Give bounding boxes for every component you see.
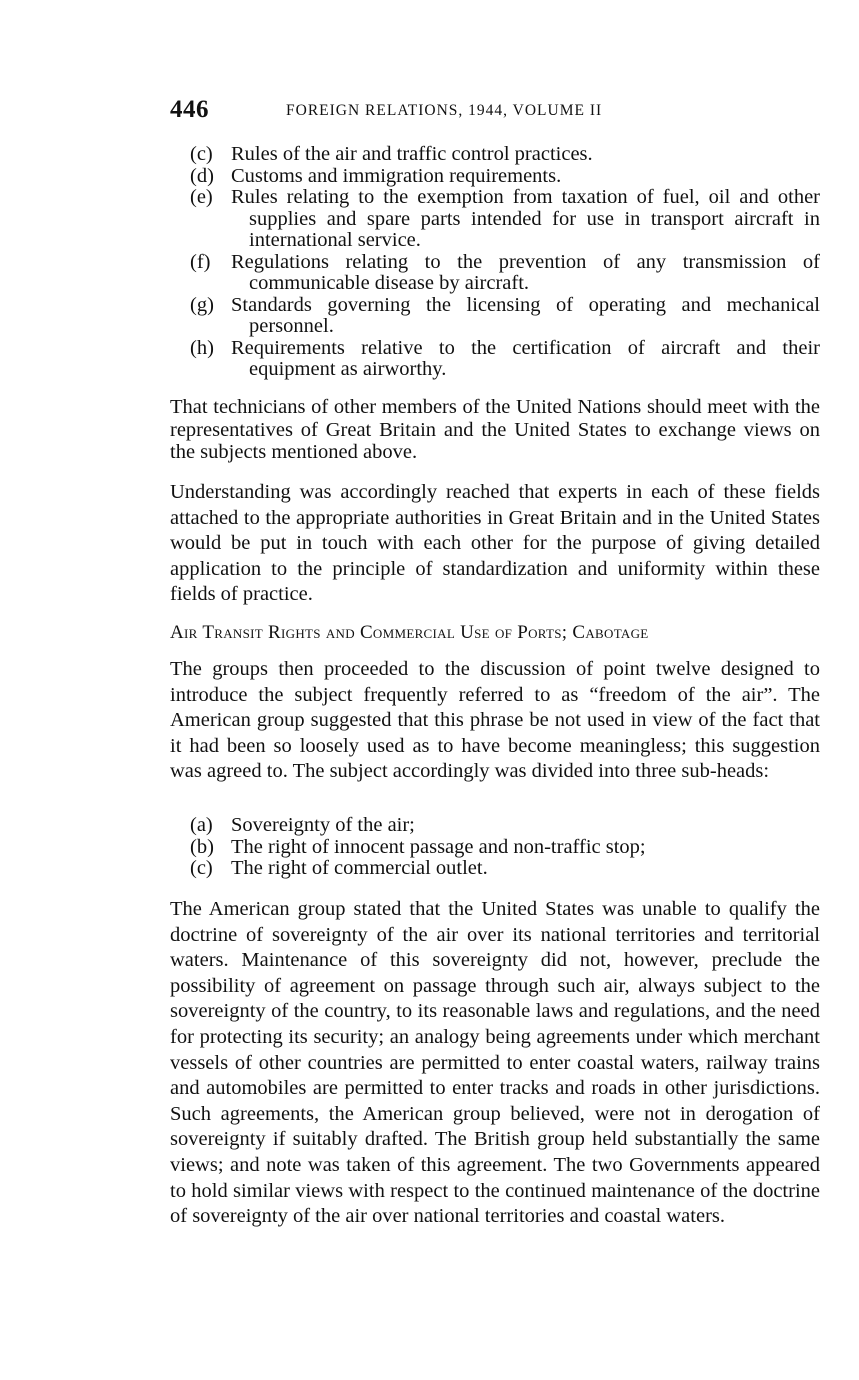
- list-item: [190, 815, 820, 837]
- list-item: [190, 166, 820, 188]
- list-item-text: Regulations relating to the prevention of any transmission of communicable disease by aircraft.: [231, 250, 820, 294]
- list-item-text: Standards governing the licensing of operating and mechanical personnel.: [231, 293, 820, 337]
- list-item-label: (g): [190, 293, 214, 316]
- paragraph-freedom-of-air: The groups then proceeded to the discussion of point twelve designed to introduce the subject frequently referred to as “freedom of the air”. The American group suggested that this phrase be not used in view of the fact that it had been so loosely used as to have become meaningless; this suggestion was agreed to. The subject accordingly was divided into three sub-heads:: [170, 658, 820, 782]
- list-item-label: (h): [190, 336, 214, 359]
- requirements-list: [190, 144, 820, 381]
- list-item-text: Sovereignty of the air;: [231, 814, 415, 836]
- list-item: [190, 252, 820, 295]
- section-heading: Air Transit Rights and Commercial Use of Ports; Cabotage: [170, 622, 649, 643]
- paragraph-sovereignty: The American group stated that the United States was unable to qualify the doctrine of sovereignty of the air over its national territories and territorial waters. Maintenance of this sovereignty did not, however, preclude the possibility of agreement on passage through such air, always subject to the sovereignty of the country, to its reasonable laws and regulations, and the need for protecting its security; an analogy being agreements under which merchant vessels of other countries are permitted to enter coastal waters, railway trains and automobiles are permitted to enter tracks and roads in other jurisdictions. Such agreements, the American group believed, were not in derogation of sovereignty if suitably drafted. The British group held substantially the same views; and note was taken of this agreement. The two Governments appeared to hold similar views with respect to the continued maintenance of the doctrine of sovereignty of the air over national territories and coastal waters.: [170, 898, 820, 1228]
- list-item-text: Customs and immigration requirements.: [231, 164, 562, 187]
- paragraph-technicians: That technicians of other members of the United Nations should meet with the representatives of Great Britain and the United States to exchange views on the subjects mentioned above.: [170, 396, 820, 463]
- list-item: [190, 858, 820, 880]
- running-head: FOREIGN RELATIONS, 1944, VOLUME II: [286, 102, 603, 119]
- list-item: [190, 837, 820, 859]
- page-number: 446: [170, 96, 209, 123]
- list-item-label: (c): [190, 143, 213, 165]
- list-item: [190, 187, 820, 252]
- list-item: [190, 295, 820, 338]
- list-item-text: Rules of the air and traffic control practices.: [231, 143, 593, 165]
- list-item-text: Requirements relative to the certification of aircraft and their equipment as airworthy.: [231, 336, 820, 380]
- list-item-text: The right of innocent passage and non-traffic stop;: [231, 835, 646, 858]
- sub-heads-list: [190, 815, 820, 880]
- paragraph-understanding: Understanding was accordingly reached that experts in each of these fields attached to the appropriate authorities in Great Britain and in the United States would be put in touch with each other for the purpose of giving detailed application to the principle of standardization and uniformity within these fields of practice.: [170, 481, 820, 605]
- list-item-text: Rules relating to the exemption from taxation of fuel, oil and other supplies and spare parts intended for use in transport aircraft in international service.: [231, 186, 820, 251]
- list-item-text: The right of commercial outlet.: [231, 857, 488, 879]
- list-item-label: (d): [190, 164, 214, 187]
- list-item-label: (c): [190, 857, 213, 879]
- list-item-label: (f): [190, 250, 211, 273]
- list-item-label: (b): [190, 835, 214, 858]
- list-item: [190, 338, 820, 381]
- list-item: [190, 144, 820, 166]
- list-item-label: (a): [190, 814, 213, 836]
- list-item-label: (e): [190, 186, 213, 208]
